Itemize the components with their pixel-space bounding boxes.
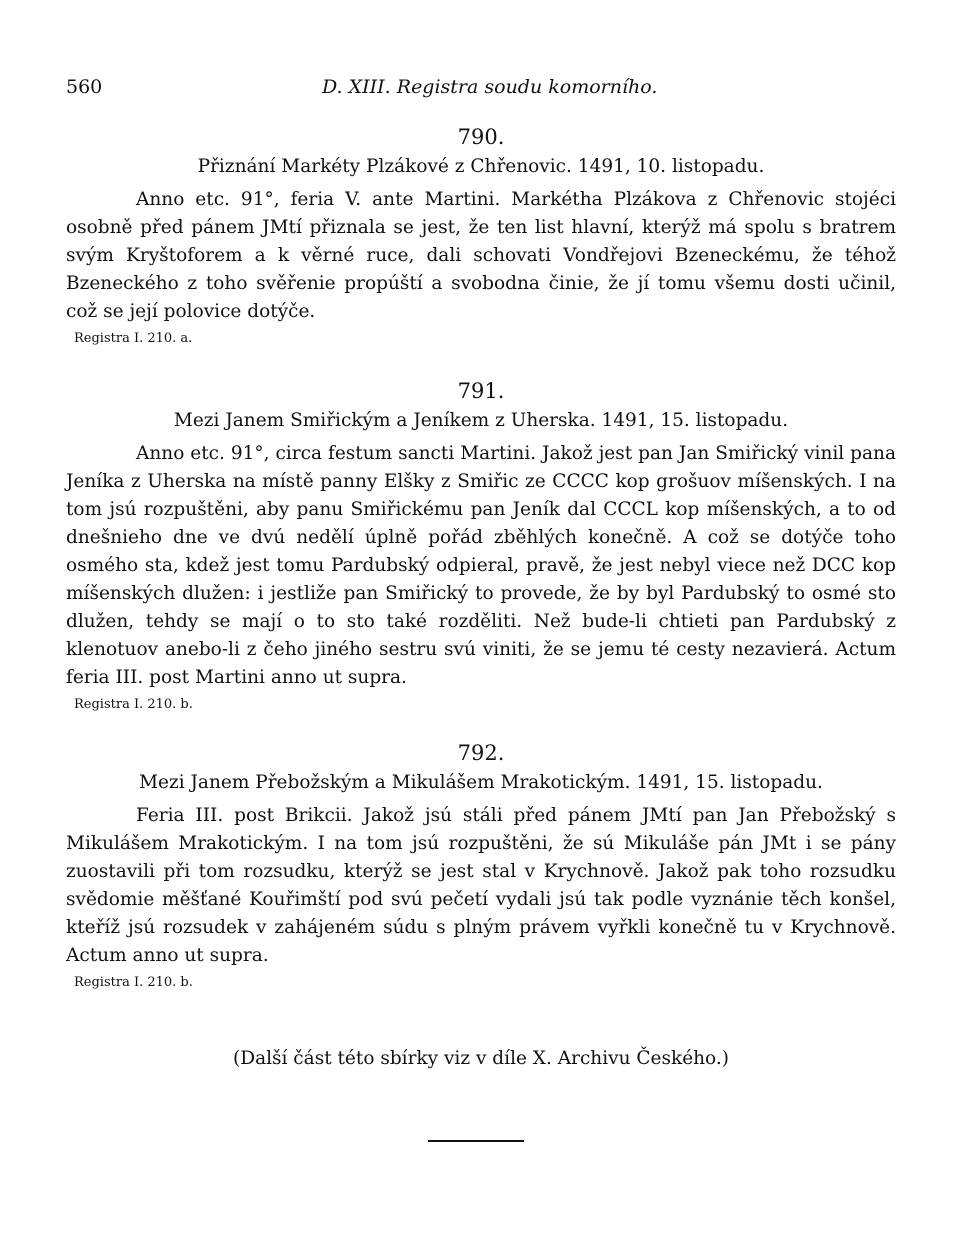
closing-rule [428,1140,524,1142]
entry-source: Registra I. 210. a. [74,331,193,346]
entry-number: 791. [457,379,505,403]
running-head [66,76,896,106]
entry-text: Anno etc. 91°, circa festum sancti Martini. Jakož jest pan Jan Smiřický vinil pana Jeníka z Uherska na místě panny Elšky z Smiřic ze CCCC kop grošuov míšenských. I na tom jsú rozpuštěni, aby panu Smiřickému pan Jeník dal CCCL kop míšenských, a to od dnešnieho dne ve dvú nedělí úplně pořád zběhlých konečně. A což se dotýče toho osmého sta, kdež jest tomu Pardubský odpieral, pravě, že jest nebyl viece než DCC kop míšenských dlužen: i jestliže pan Smiřický to provede, že by byl Pardubský to osmé sto dlužen, tehdy se mají o to sto také rozděliti. Než bude-li chtieti pan Pardubský z klenotuov anebo-li z čeho jiného sestru svú viniti, že se jemu té cesty nezavierá. Actum feria III. post Martini anno ut supra. [66,443,896,688]
entry-heading: Přiznání Markéty Plzákové z Chřenovic. 1491, 10. listopadu. [197,156,765,177]
entry-source: Registra I. 210. b. [74,697,193,712]
page-number: 560 [66,76,103,98]
entry-number: 790. [457,125,505,149]
entry-heading: Mezi Janem Smiřickým a Jeníkem z Uherska. 1491, 15. listopadu. [173,410,789,431]
running-title: D. XIII. Registra soudu komorního. [322,76,658,98]
entry-text: Feria III. post Brikcii. Jakož jsú stáli před pánem JMtí pan Jan Přebožský s Mikulášem Mrakotickým. I na tom jsú rozpuštěni, že sú Mikuláše pán JMt i se pány zuostavili při tom rozsudku, kterýž se jest stal v Krychnově. Jakož pak toho rozsudku svědomie měšťané Kouřimští pod svú pečetí vydali jsú tak podle vyznánie těch konšel, kteříž jsú rozsudek v zahájeném súdu s plným právem vyřkli konečně tu v Krychnově. Actum anno ut supra. [66,805,896,966]
entry-heading: Mezi Janem Přebožským a Mikulášem Mrakotickým. 1491, 15. listopadu. [139,772,823,793]
entry-source: Registra I. 210. b. [74,975,193,990]
closing-note: (Další část této sbírky viz v díle X. Archivu Českého.) [233,1048,729,1069]
entry-790 [66,122,896,350]
entry-791 [66,376,896,716]
entry-number: 792. [457,741,505,765]
entry-792 [66,738,896,994]
entry-text: Anno etc. 91°, feria V. ante Martini. Markétha Plzákova z Chřenovic stojéci osobně před pánem JMtí přiznala se jest, že ten list hlavní, kterýž má spolu s bratrem svým Kryštoforem a k věrné ruce, dali schovati Vondřejovi Bzeneckému, že téhož Bzeneckého z toho svěřenie propúští a svobodna činie, že jí tomu všemu dosti učinil, což se její polovice dotýče. [66,189,896,322]
